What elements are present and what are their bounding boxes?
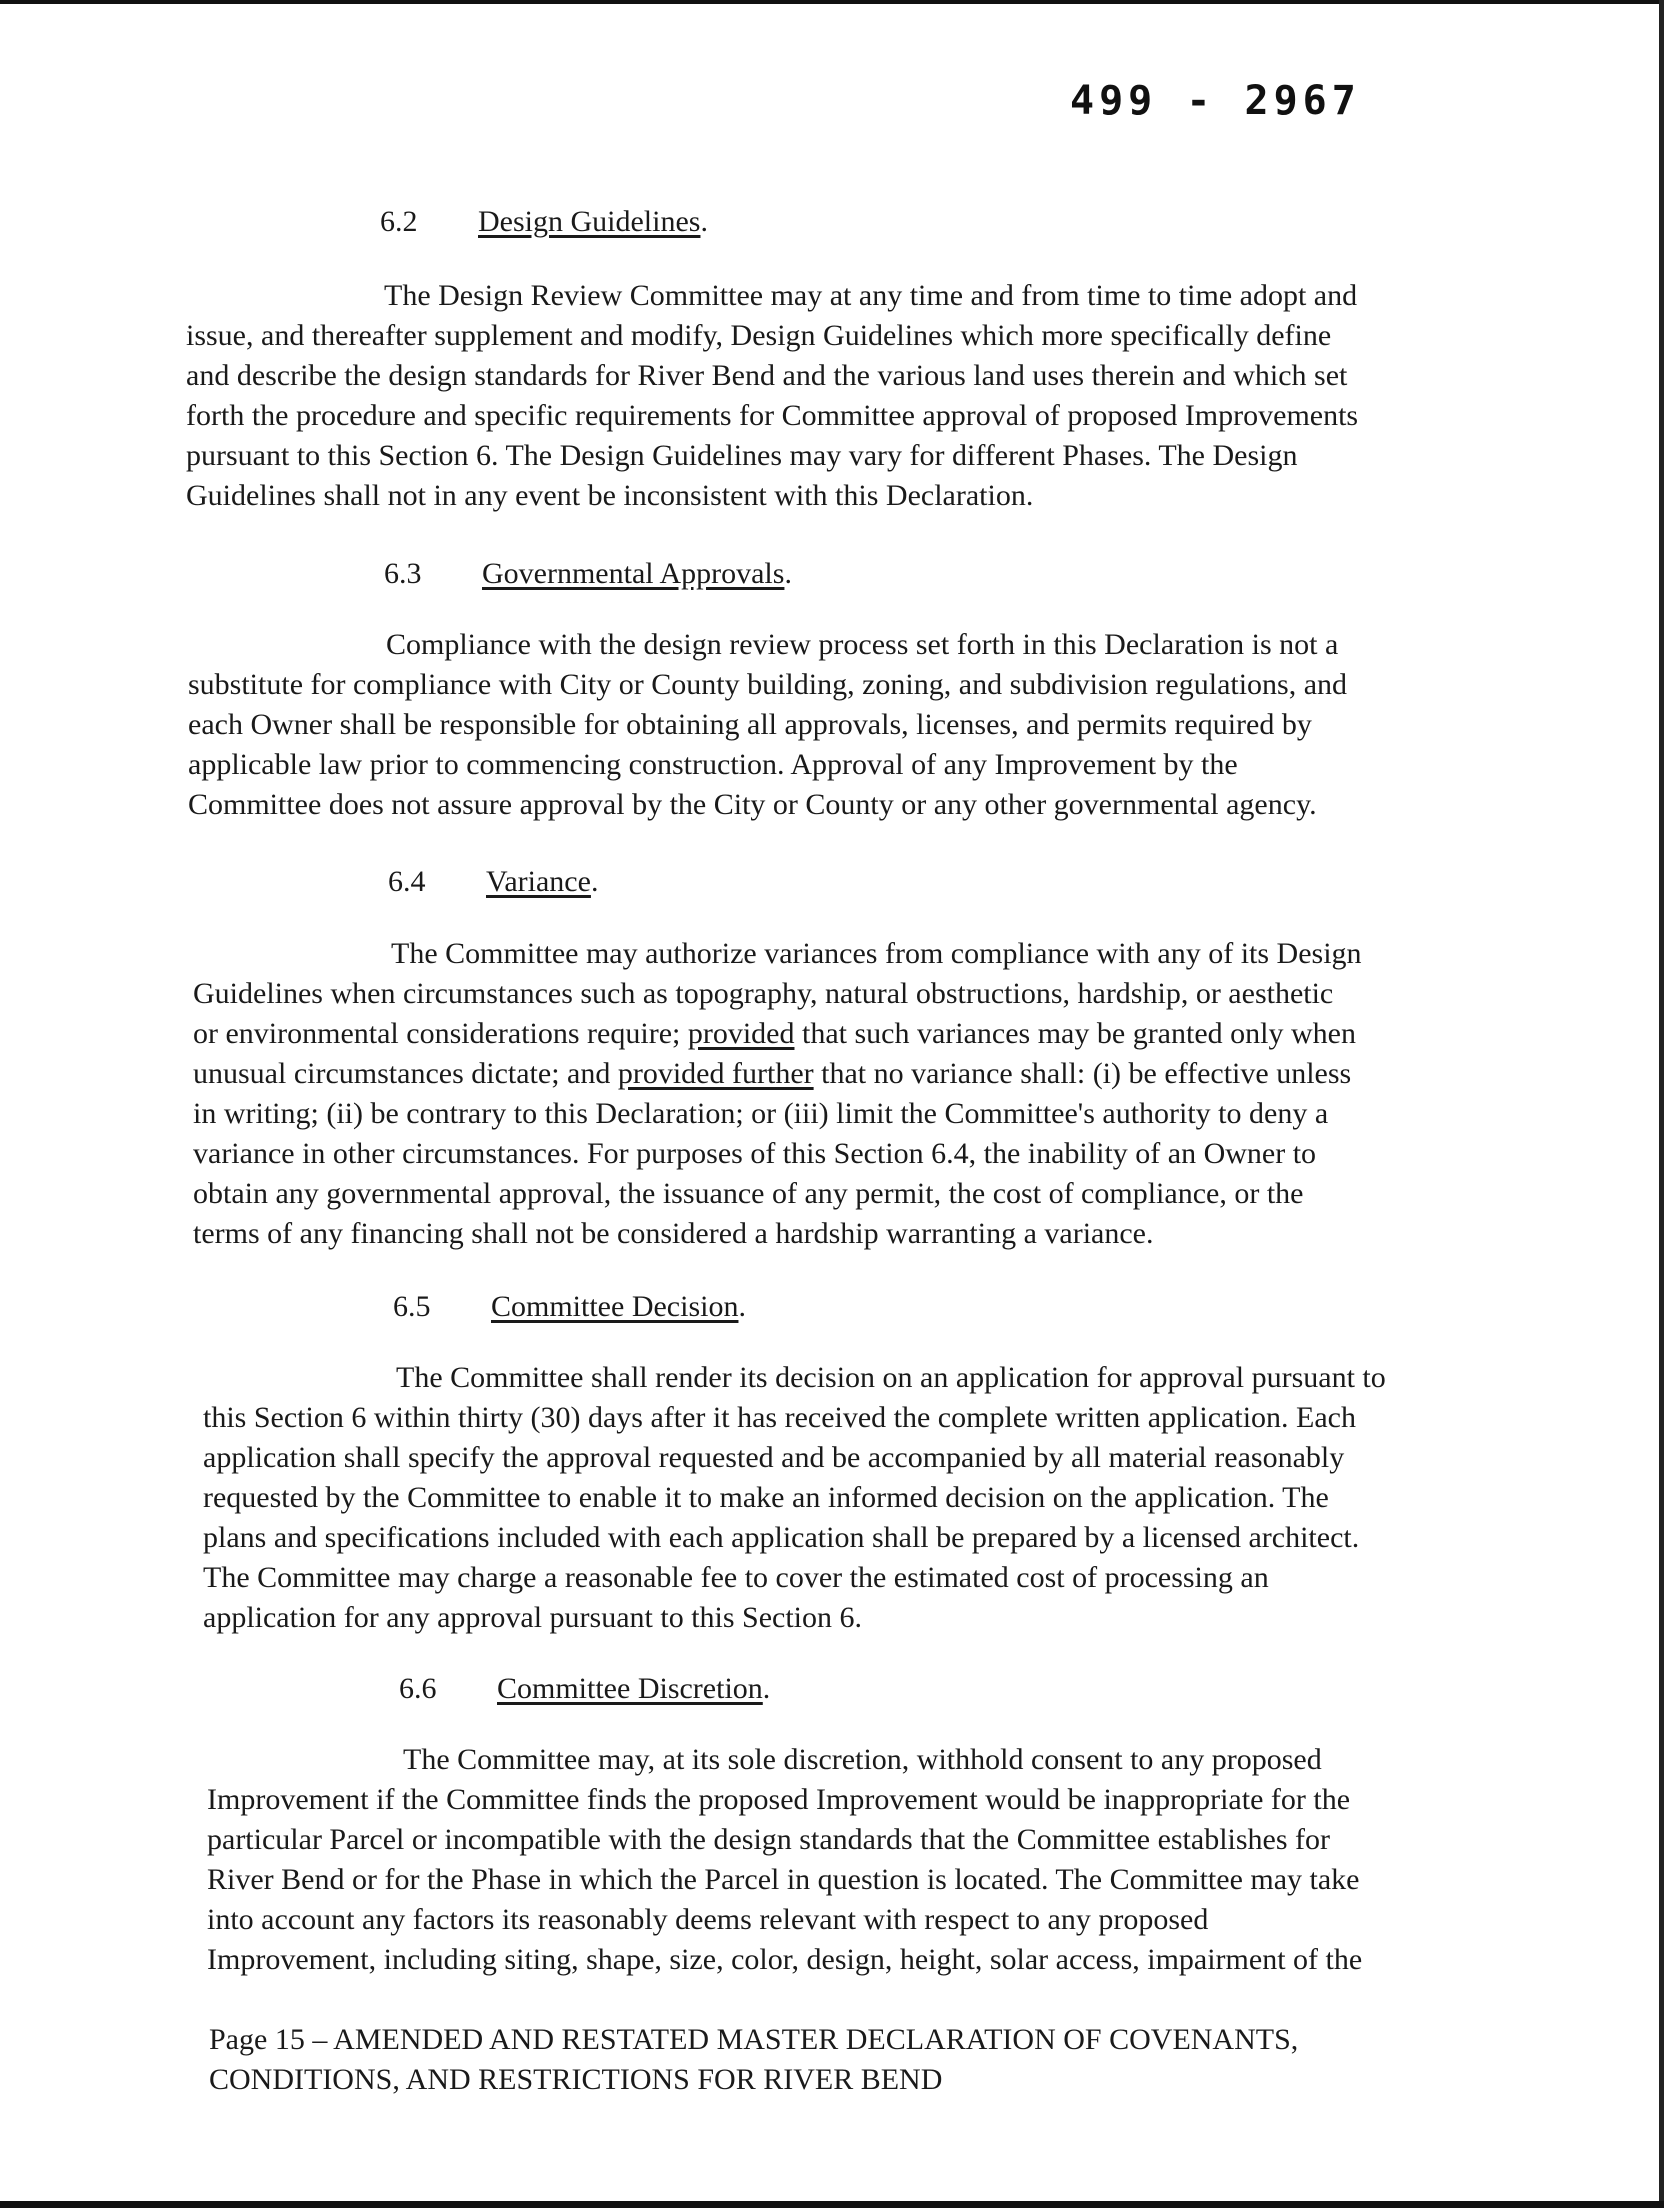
paragraph-line: Improvement if the Committee finds the proposed Improvement would be inappropriate for the — [207, 1783, 1351, 1816]
provided-term: provided — [687, 1017, 795, 1050]
paragraph-line: Guidelines when circumstances such as topography, natural obstructions, hardship, or aesthetic — [193, 977, 1334, 1010]
paragraph-line-text: that no variance shall: (i) be effective unless — [813, 1057, 1352, 1090]
section-title: Variance — [486, 865, 591, 898]
paragraph-line: forth the procedure and specific requirements for Committee approval of proposed Improvements — [186, 399, 1359, 432]
section-paragraph — [203, 1358, 1465, 1638]
paragraph-line: The Committee may charge a reasonable fee to cover the estimated cost of processing an — [203, 1561, 1269, 1594]
paragraph-line: and describe the design standards for River Bend and the various land uses therein and which set — [186, 359, 1348, 392]
paragraph-line: issue, and thereafter supplement and modify, Design Guidelines which more specifically define — [186, 319, 1332, 352]
section-number: 6.2 — [380, 205, 418, 238]
document-number: 499 - 2967 — [1070, 78, 1361, 124]
paragraph-line: The Committee shall render its decision on an application for approval pursuant to — [396, 1361, 1386, 1394]
paragraph-line: The Design Review Committee may at any time and from time to time adopt and — [384, 279, 1358, 312]
paragraph-line: Guidelines shall not in any event be inconsistent with this Declaration. — [186, 479, 1034, 512]
page-footer — [209, 2020, 1298, 2100]
paragraph-line-text: or environmental considerations require; — [193, 1017, 688, 1050]
section-paragraph — [193, 934, 1463, 1254]
section-title: Governmental Approvals — [482, 557, 785, 590]
section-paragraph — [188, 625, 1464, 825]
paragraph-line: The Committee may authorize variances from compliance with any of its Design — [391, 937, 1362, 970]
paragraph-line: application for any approval pursuant to this Section 6. — [203, 1601, 863, 1634]
scan-bottom-edge — [0, 2201, 1664, 2208]
section-paragraph — [207, 1740, 1469, 1980]
paragraph-line — [193, 1014, 1463, 1054]
paragraph-line: requested by the Committee to enable it to make an informed decision on the application. The — [203, 1481, 1329, 1514]
paragraph-line-text: that such variances may be granted only when — [794, 1017, 1356, 1050]
section-number: 6.5 — [393, 1290, 431, 1323]
paragraph-line: this Section 6 within thirty (30) days after it has received the complete written application. Each — [203, 1401, 1356, 1434]
footer-line: Page 15 – AMENDED AND RESTATED MASTER DECLARATION OF COVENANTS, — [209, 2023, 1299, 2056]
paragraph-line: applicable law prior to commencing construction. Approval of any Improvement by the — [188, 748, 1238, 781]
scan-right-edge — [1659, 0, 1664, 2208]
paragraph-line: each Owner shall be responsible for obtaining all approvals, licenses, and permits required by — [188, 708, 1312, 741]
section-title: Committee Discretion — [497, 1672, 763, 1705]
paragraph-line: The Committee may, at its sole discretion, withhold consent to any proposed — [403, 1743, 1322, 1776]
section-number: 6.4 — [388, 865, 426, 898]
paragraph-line: pursuant to this Section 6. The Design Guidelines may vary for different Phases. The Design — [186, 439, 1298, 472]
footer-line: CONDITIONS, AND RESTRICTIONS FOR RIVER BEND — [209, 2063, 943, 2096]
paragraph-line: River Bend or for the Phase in which the Parcel in question is located. The Committee may take — [207, 1863, 1360, 1896]
section-number: 6.3 — [384, 557, 422, 590]
paragraph-line: Improvement, including siting, shape, size, color, design, height, solar access, impairment of the — [207, 1943, 1363, 1976]
section-number: 6.6 — [399, 1672, 437, 1705]
section-paragraph — [186, 276, 1460, 516]
paragraph-line: in writing; (ii) be contrary to this Declaration; or (iii) limit the Committee's authority to deny a — [193, 1097, 1329, 1130]
scan-top-edge — [0, 0, 1664, 4]
paragraph-line: into account any factors its reasonably deems relevant with respect to any proposed — [207, 1903, 1209, 1936]
paragraph-line: Compliance with the design review process set forth in this Declaration is not a — [386, 628, 1339, 661]
paragraph-line: application shall specify the approval requested and be accompanied by all material reasonably — [203, 1441, 1345, 1474]
section-heading: 6.5 Committee Decision. — [393, 1290, 746, 1323]
paragraph-line: variance in other circumstances. For purposes of this Section 6.4, the inability of an Owner to — [193, 1137, 1317, 1170]
paragraph-line: terms of any financing shall not be considered a hardship warranting a variance. — [193, 1217, 1154, 1250]
section-heading: 6.4 Variance. — [388, 865, 599, 898]
section-heading: 6.6 Committee Discretion. — [399, 1672, 771, 1705]
paragraph-line — [193, 1054, 1463, 1094]
paragraph-line: Committee does not assure approval by the City or County or any other governmental agency. — [188, 788, 1317, 821]
provided-further-term: provided further — [617, 1057, 814, 1090]
section-title: Committee Decision — [491, 1290, 739, 1323]
section-heading: 6.2 Design Guidelines. — [380, 205, 708, 238]
paragraph-line: substitute for compliance with City or County building, zoning, and subdivision regulations, and — [188, 668, 1348, 701]
paragraph-line-text: unusual circumstances dictate; and — [193, 1057, 618, 1090]
paragraph-line: particular Parcel or incompatible with the design standards that the Committee establishes for — [207, 1823, 1331, 1856]
section-title: Design Guidelines — [478, 205, 701, 238]
paragraph-line: obtain any governmental approval, the issuance of any permit, the cost of compliance, or the — [193, 1177, 1304, 1210]
section-heading: 6.3 Governmental Approvals. — [384, 557, 792, 590]
paragraph-line: plans and specifications included with each application shall be prepared by a licensed architect. — [203, 1521, 1360, 1554]
